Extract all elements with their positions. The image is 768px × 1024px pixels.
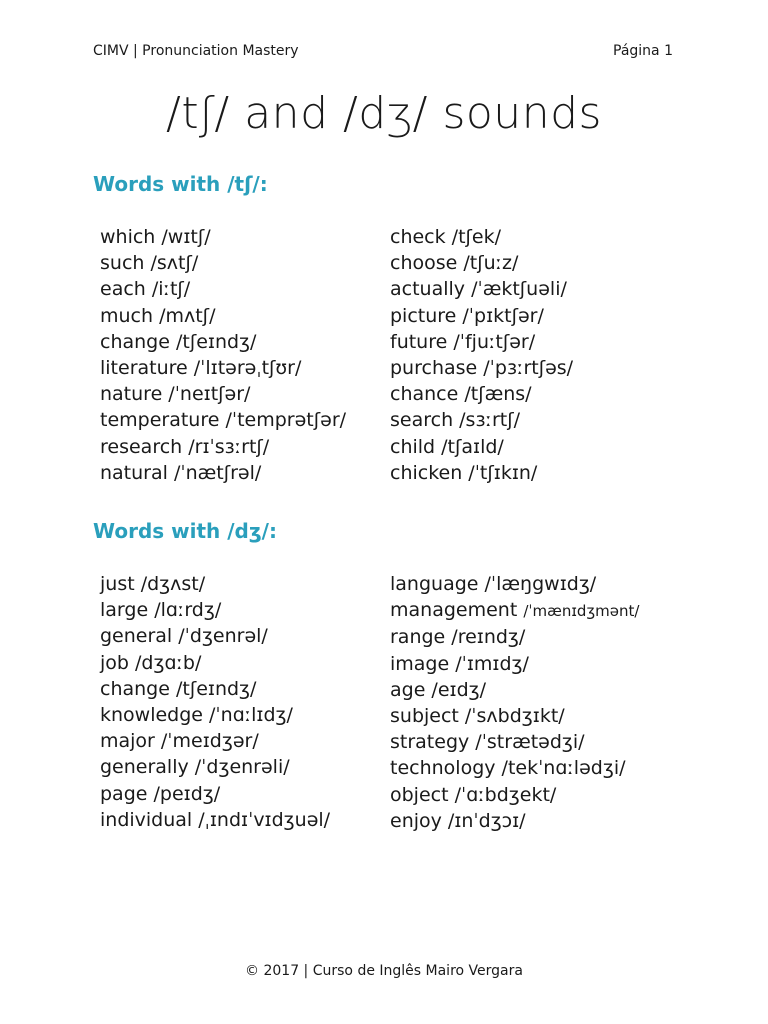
list-item: general /ˈdʒenrəl/ [100, 625, 268, 648]
list-item: each /iːtʃ/ [100, 278, 191, 301]
list-item: search /sɜːrtʃ/ [390, 409, 521, 432]
list-item: child /tʃaɪld/ [390, 435, 504, 458]
management-ipa: /ˈmænɪdʒmənt/ [523, 602, 640, 621]
list-item: major /ˈmeɪdʒər/ [100, 730, 259, 753]
footer-copyright: © 2017 | Curso de Inglês Mairo Vergara [245, 963, 523, 979]
list-item: natural /ˈnætʃrəl/ [100, 461, 262, 484]
list-item: research /rɪˈsɜːrtʃ/ [100, 435, 270, 458]
list-item: nature /ˈneɪtʃər/ [100, 383, 251, 406]
list-item: subject /ˈsʌbdʒɪkt/ [390, 705, 565, 728]
list-item: knowledge /ˈnɑːlɪdʒ/ [100, 704, 293, 727]
word-list-j-right [390, 571, 639, 834]
word-list-ch-left [100, 224, 346, 486]
list-item: much /mʌtʃ/ [100, 304, 216, 327]
list-item: image /ˈɪmɪdʒ/ [390, 652, 529, 675]
list-item: large /lɑːrdʒ/ [100, 599, 222, 622]
list-item: generally /ˈdʒenrəli/ [100, 756, 290, 779]
list-item [390, 597, 639, 624]
list-item: enjoy /ɪnˈdʒɔɪ/ [390, 809, 526, 832]
list-item: check /tʃek/ [390, 226, 501, 248]
list-item: future /ˈfjuːtʃər/ [390, 330, 536, 353]
list-item: change /tʃeɪndʒ/ [100, 330, 257, 353]
list-item: individual /ˌɪndɪˈvɪdʒuəl/ [100, 808, 331, 831]
section-heading-j: Words with /dʒ/: [93, 519, 277, 543]
page-title: /tʃ/ and /dʒ/ sounds [166, 88, 602, 139]
section-heading-ch: Words with /tʃ/: [93, 172, 268, 196]
list-item: strategy /ˈstrætədʒi/ [390, 731, 585, 754]
list-item: chance /tʃæns/ [390, 383, 532, 406]
list-item: technology /tekˈnɑːlədʒi/ [390, 757, 626, 780]
list-item: language /ˈlæŋgwɪdʒ/ [390, 573, 597, 595]
list-item: such /sʌtʃ/ [100, 252, 199, 275]
list-item: which /wɪtʃ/ [100, 226, 211, 248]
list-item: temperature /ˈtemprətʃər/ [100, 409, 347, 432]
list-item: chicken /ˈtʃɪkɪn/ [390, 461, 538, 484]
page-number: Página 1 [613, 43, 673, 59]
list-item: page /peɪdʒ/ [100, 782, 221, 805]
word-management: management [390, 599, 518, 622]
list-item: choose /tʃuːz/ [390, 252, 519, 275]
list-item: picture /ˈpɪktʃər/ [390, 304, 544, 327]
list-item: just /dʒʌst/ [100, 573, 206, 595]
list-item: object /ˈɑːbdʒekt/ [390, 783, 557, 806]
list-item: change /tʃeɪndʒ/ [100, 677, 257, 700]
header-left-text: CIMV | Pronunciation Mastery [93, 43, 299, 59]
list-item: actually /ˈæktʃuəli/ [390, 278, 567, 301]
word-list-j-left [100, 571, 330, 833]
list-item: literature /ˈlɪtərəˌtʃʊr/ [100, 357, 302, 380]
list-item: purchase /ˈpɜːrtʃəs/ [390, 357, 574, 380]
list-item: range /reɪndʒ/ [390, 626, 526, 649]
word-list-ch-right [390, 224, 573, 486]
list-item: age /eɪdʒ/ [390, 678, 487, 701]
list-item: job /dʒɑːb/ [100, 651, 202, 674]
